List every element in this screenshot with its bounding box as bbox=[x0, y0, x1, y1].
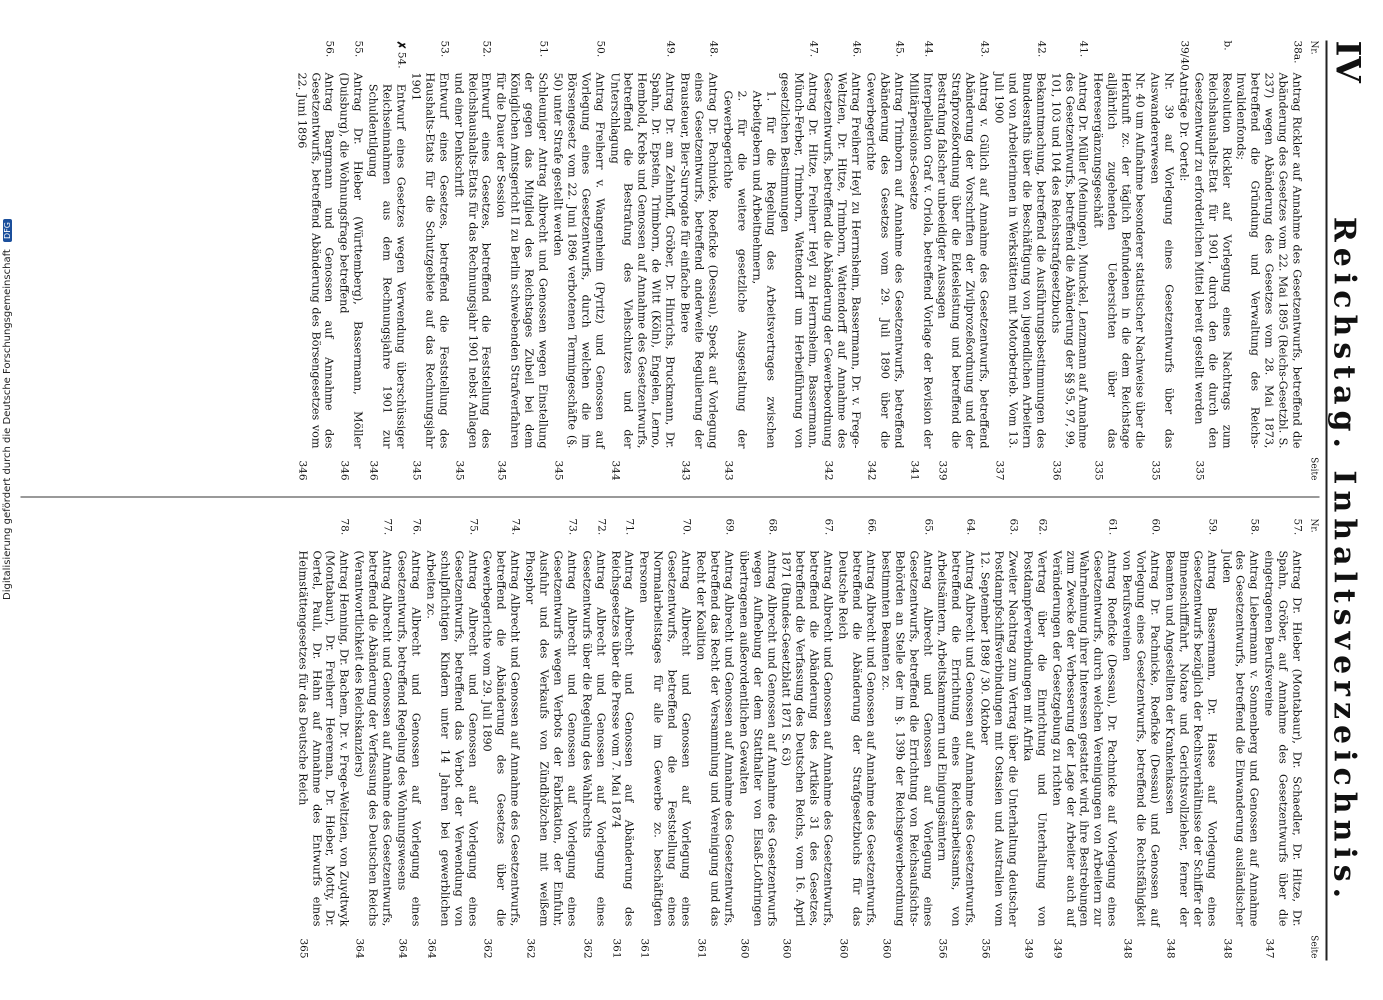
entry-number: 71. bbox=[623, 518, 636, 535]
page-number: IV bbox=[1327, 40, 1367, 83]
entry-text: Antrag Albrecht und Genossen auf Annahme des Gesetzentwurfs, betreffend die Abänderung des Gesetzes über die Gewerbegerichte vom 29. Juli 1890 bbox=[480, 550, 522, 926]
entry-number: 74. bbox=[509, 518, 522, 535]
toc-entry bbox=[1147, 40, 1175, 480]
right-column bbox=[294, 518, 1319, 958]
entry-text: Antrag Albrecht und Genossen auf Abänderung des Reichsgesetzes über die Presse vom 7. Mai 1874 bbox=[608, 550, 636, 926]
entry-page: 365 bbox=[296, 937, 309, 958]
toc-entry bbox=[408, 40, 450, 480]
entry-text: Antrag Roeficke (Dessau), Dr. Pachnicke auf Vorlegung eines Gesetzentwurfs, durch welchen Vereinigungen von Arbeitern zur Wahrnehmung ihrer Interessen gestattet wird, ihre Bestrebungen zum Zwecke der Verbesserung der Lage der Arbeiter auch auf Veränderungen der Gesetzgebung zu richten bbox=[1049, 550, 1119, 926]
entry-page: 348 bbox=[1220, 937, 1233, 958]
entry-text: Antrag Dr. Hieber (Württemberg), Bassermann, Möller (Duisburg), die Wohnungsfrage betreffend bbox=[337, 72, 365, 448]
entry-text: Antrag v. Gülich auf Annahme des Gesetzentwurfs, betreffend Abänderung der Vorschriften der Zivilprozeßordnung und der Strafprozeßordnung über die Eidesleistung und betreffend die Bestrafung falscher unbeeidigter Aussagen bbox=[935, 72, 991, 448]
entry-page: 346 bbox=[367, 459, 380, 480]
toc-entry bbox=[1162, 518, 1218, 958]
entry-page: 343 bbox=[721, 459, 734, 480]
page-title: Reichstag. Inhaltsverzeichnis. bbox=[1326, 216, 1361, 904]
column-divider bbox=[20, 496, 1319, 497]
entry-text: Antrag Dr. Pachnicke, Roeficke (Dessau), Speck auf Vorlegung eines Gesetzentwurfs, betreffend anderweite Regulierung der Brausteuer, Bier-Surrogate für einfache Biere bbox=[678, 72, 719, 448]
entry-number: 72. bbox=[594, 518, 607, 535]
entry-page: 335 bbox=[1149, 459, 1162, 480]
entry-page: 349 bbox=[1050, 937, 1063, 958]
entry-text: Antrag Freiherr v. Wangenheim (Pyritz) und Genossen auf Vorlegung eines Gesetzentwurfs, durch welchen die im Börsengesetz vom 22. Juni 1896 verbotenen Termingeschäfte (§. 50) unter Strafe gestellt werden bbox=[550, 72, 606, 448]
toc-entry bbox=[351, 518, 393, 958]
toc-entry bbox=[550, 40, 606, 480]
entry-page: 337 bbox=[993, 459, 1006, 480]
entry-text: Entwurf eines Gesetzes, betreffend die Feststellung des Haushalts-Etats für die Schutzgebiete auf das Rechnungsjahr 1901 bbox=[408, 72, 450, 448]
entry-number: 39/40. bbox=[1177, 40, 1190, 74]
credit-text: Digitalisierung gefördert durch die Deutsche Forschungsgemeinschaft bbox=[2, 249, 13, 600]
entry-page: 360 bbox=[737, 937, 750, 958]
right-column-header bbox=[1305, 518, 1319, 958]
entry-page: 341 bbox=[907, 459, 920, 480]
entry-number: 45. bbox=[892, 40, 905, 57]
entry-page: 344 bbox=[608, 459, 621, 480]
entry-number: 61. bbox=[1106, 518, 1119, 535]
toc-entry bbox=[480, 518, 522, 958]
entry-page: 349 bbox=[1021, 937, 1034, 958]
digitization-credit bbox=[2, 210, 20, 600]
entry-number: 38a. bbox=[1291, 40, 1304, 63]
entry-text: Zweiter Nachtrag zum Vertrag über die Unterhaltung deutscher Postdampfschiffsverbindungen mit Ostasien und Australien vom 12. September 1898 / 30. Oktober bbox=[978, 550, 1019, 926]
entry-text: Antrag Bassermann, Dr. Hasse auf Vorlegung eines Gesetzentwurfs bezüglich der Rechtsverhältnisse der Schiffer der Binnenschifffahrt, Notare und Gerichtsvollzieher, ferner der Beamten und Angestellten der Krankenkassen bbox=[1162, 550, 1218, 926]
entry-number: 59. bbox=[1205, 518, 1218, 535]
toc-entry bbox=[607, 40, 677, 480]
toc-entry bbox=[1191, 40, 1233, 480]
entry-text: Antrag Albrecht und Genossen auf Vorlegung eines Gesetzentwurfs über die Regelung des Wahlrechts bbox=[579, 550, 607, 926]
entry-page: 335 bbox=[1092, 459, 1105, 480]
entry-page: 364 bbox=[353, 937, 366, 958]
entry-page: 343 bbox=[679, 459, 692, 480]
toc-entry bbox=[423, 518, 479, 958]
toc-entry bbox=[878, 518, 934, 958]
entry-page: 360 bbox=[837, 937, 850, 958]
entry-page: 361 bbox=[695, 937, 708, 958]
entry-text: 1. für die Regelung des Arbeitsvertrages zwischen Arbeitgebern und Arbeitnehmern, bbox=[749, 90, 777, 448]
entry-number: 78. bbox=[338, 518, 351, 535]
right-entry-list bbox=[295, 518, 1303, 958]
entry-number: 50. bbox=[593, 40, 606, 57]
page-header bbox=[1325, 40, 1367, 960]
toc-entry bbox=[778, 40, 820, 480]
toc-entry bbox=[677, 40, 719, 480]
toc-entry bbox=[749, 40, 777, 480]
toc-entry bbox=[1234, 40, 1304, 480]
entry-text: Antrag Albrecht und Genossen auf Vorlegung eines Gesetzentwurfs, betreffend die Feststellung eines Normalarbeitstages für alle im Gewerbe zc. beschäftigten Personen bbox=[637, 550, 693, 926]
toc-entry bbox=[820, 40, 862, 480]
right-page-heading: Seite bbox=[1308, 934, 1318, 958]
entry-number: 55. bbox=[352, 40, 365, 57]
entry-number: 51. bbox=[537, 40, 550, 57]
entry-number: 58. bbox=[1248, 518, 1261, 535]
entry-page: 345 bbox=[495, 459, 508, 480]
entry-page: 364 bbox=[396, 937, 408, 958]
entry-number: 62. bbox=[1035, 518, 1048, 535]
entry-number: 60. bbox=[1149, 518, 1162, 535]
dfg-logo: DFG bbox=[3, 219, 12, 242]
entry-number: 76. bbox=[409, 518, 422, 535]
entry-number: 64. bbox=[964, 518, 977, 535]
entry-text: Nr. 39 auf Vorlegung eines Gesetzentwurfs über das Auswandererwesen bbox=[1148, 72, 1175, 448]
entry-text: Antrag Liebermann v. Sonnenberg und Genossen auf Annahme des Gesetzentwurfs, betreffend die Einwanderung ausländischer Juden bbox=[1219, 550, 1261, 926]
toc-entry bbox=[835, 518, 877, 958]
entry-text: Entwurf eines Gesetzes wegen Verwendung überschüssiger Reichseinnahmen aus dem Rechnungsjahre 1901 zur Schuldentilgung bbox=[366, 83, 407, 448]
left-column bbox=[293, 40, 1319, 480]
toc-entry bbox=[637, 518, 693, 958]
toc-entry bbox=[451, 40, 493, 480]
entry-text: Schleuniger Antrag Albrecht und Genossen wegen Einstellung der gegen das Mitglied des Reichstages Zubeil bei dem Königlichen Amtsgericht II zu Berlin schwebenden Strafverfahren für die Dauer der Session bbox=[494, 72, 550, 448]
entry-number: 41. bbox=[1077, 40, 1090, 57]
entry-number: 54. bbox=[395, 51, 407, 69]
entry-number: 67. bbox=[822, 518, 835, 535]
entry-text: Antrag Albrecht und Genossen auf Vorlegung eines Gesetzentwurfs, betreffend Regelung des Wohnungswesens bbox=[395, 550, 422, 926]
entry-text: Antrag Dr. Müller (Meiningen), Munckel, Lenzmann auf Annahme des Gesetzentwurfs, betreffend die Abänderung der §§ 95, 97, 99, 101, 103 und 104 des Reichsstrafgesetzbuchs bbox=[1048, 72, 1090, 448]
entry-text: Antrag Rickler auf Annahme des Gesetzentwurfs, betreffend die Abänderung des Gesetzes vom 22. Mai 1895 (Reichs-Gesetzbl. S. 237) wegen Abänderung des Gesetzes vom 28. Mai 1873, betreffend die Gründung und Verwaltung des Reichs-Invalidenfonds; bbox=[1234, 72, 1304, 448]
toc-entry bbox=[336, 40, 364, 480]
entry-page: 346 bbox=[295, 459, 308, 480]
entry-text: 2. für die weitere gesetzliche Ausgestaltung der Gewerbegerichte bbox=[720, 90, 748, 448]
entry-text: Antrag Albrecht und Genossen auf Annahme des Gesetzentwurfs, betreffend die Abänderung der Strafgesetzbuchs für das Deutsche Reich bbox=[836, 550, 877, 926]
entry-text: Anträge Dr. Oertel: bbox=[1176, 72, 1190, 181]
toc-entry bbox=[294, 40, 336, 480]
entry-page: 335 bbox=[1192, 459, 1205, 480]
entry-text: Antrag Dr. Pachnicke, Roeficke (Dessau) und Genossen auf Vorlegung eines Gesetzentwurfs, betreffend die Rechtsfähigkeit von Berufsvereinen bbox=[1120, 550, 1162, 926]
toc-entry bbox=[493, 40, 549, 480]
entry-text: Interpellation Graf v. Oriola, betreffend Vorlage der Revision der Militärpensions-Gesetze bbox=[906, 72, 934, 448]
entry-number: 47. bbox=[807, 40, 820, 57]
entry-number: b. bbox=[1220, 40, 1233, 51]
entry-number: 46. bbox=[850, 40, 862, 57]
entry-number: 70. bbox=[680, 518, 693, 535]
toc-entry bbox=[977, 518, 1019, 958]
entry-page: 336 bbox=[1049, 459, 1062, 480]
entry-number: 68. bbox=[765, 518, 778, 535]
entry-number: 57. bbox=[1291, 518, 1304, 535]
entry-page: 339 bbox=[936, 459, 949, 480]
entry-text: Antrag Dr. am Zehnhoff, Gröber, Dr. Hinrichs, Bruckmann, Dr. Spahn, Dr. Epstein, Trimborn, de Witt (Köln), Engelen, Lerno, Hembold, Krebs und Genossen auf Annahme des Gesetzentwurfs, betreffend die Bestrafung des Viehschutzes und der Unterschlagung bbox=[607, 72, 677, 448]
entry-number: 48. bbox=[706, 40, 719, 57]
entry-number: 75. bbox=[466, 518, 479, 535]
toc-entry bbox=[579, 518, 607, 958]
entry-text: Antrag Albrecht und Genossen auf Annahme des Gesetzentwurfs wegen Aufhebung der dem Statthalter von Elsaß-Lothringen übertragenen außerordentlichen Gewalten bbox=[736, 550, 778, 926]
entry-page: 362 bbox=[524, 937, 537, 958]
entry-page: 345 bbox=[409, 459, 422, 480]
entry-number: 77. bbox=[381, 518, 394, 535]
entry-text: Antrag Albrecht und Genossen auf Annahme des Gesetzentwurfs, betreffend das Recht der Versammlung und Vereinigung und das Recht der Koalition bbox=[694, 550, 735, 926]
entry-number: 65. bbox=[921, 518, 934, 535]
entry-text: Antrag Dr. Hitze, Freiherr Heyl zu Herrnsheim, Bassermann, Münch-Ferber, Trimborn, Wattendorff um Herbeiführung von gesetzlichen Bestimmungen bbox=[778, 72, 820, 448]
entry-number: 66. bbox=[864, 518, 877, 535]
entry-page: 348 bbox=[1163, 937, 1176, 958]
toc-entry bbox=[1020, 518, 1048, 958]
entry-text: Antrag Albrecht und Genossen auf Annahme des Gesetzentwurfs, betreffend die Abänderung des Artikels 31 des Gesetzes, betreffend die Verfassung des Deutschen Reichs, vom 16. April 1871 (Bundes-Gesetzblatt 1871 S. 63) bbox=[779, 550, 835, 926]
toc-entry bbox=[720, 40, 748, 480]
entry-number: 63. bbox=[1006, 518, 1019, 535]
toc-entry bbox=[1176, 40, 1190, 480]
entry-page: 342 bbox=[822, 459, 835, 480]
entry-text: Antrag Albrecht und Genossen auf Vorlegung eines Gesetzentwurfs, betreffend das Verbot der Verwendung von schulpflichtigen Kindern unter 14 Jahren bei gewerblichen Arbeiten zc. bbox=[423, 550, 479, 926]
entry-text: Antrag Freiherr Heyl zu Herrnsheim, Bassermann, Dr. v. Frege-Weltzien, Dr. Hitze, Trimborn, Wattendorff auf Annahme des Gesetzentwurfs, betreffend die Abänderung der Gewerbeordnung bbox=[821, 72, 862, 448]
toc-entry bbox=[522, 518, 578, 958]
entry-page: 362 bbox=[580, 937, 593, 958]
toc-entry bbox=[935, 518, 977, 958]
entry-page: 356 bbox=[936, 937, 949, 958]
entry-text: Antrag Henning, Dr. Bachem, Dr. v. Frege-Weltzien, von Zuydtwyk (Montabaur), Dr. Freiherr Heereman, Dr. Hieber, Motty, Dr. Oertel, Pauli, Dr. Hahn auf Annahme des Entwurfs eines Heimstättengesetzes für das Deutsche Reich bbox=[295, 550, 351, 926]
entry-page: 364 bbox=[424, 937, 437, 958]
toc-entry bbox=[1048, 40, 1090, 480]
entry-page: 342 bbox=[864, 459, 877, 480]
toc-entry bbox=[1091, 40, 1147, 480]
entry-number: 52. bbox=[480, 40, 493, 57]
entry-number: 73. bbox=[565, 518, 578, 535]
entry-text: Antrag Albrecht und Genossen auf Vorlegung eines Gesetzentwurfs wegen Verbots der Fabrikation, der Einfuhr, Ausfuhr und des Verkaufs von Zündhölzchen mit weißem Phosphor bbox=[523, 550, 578, 926]
entry-text: Resolution Rickler auf Vorlegung eines Nachtrags zum Reichshaushalts-Etat für 1901, durch den die durch den Gesetzentwurf zu erforderlichen Mittel bereit gestellt werden bbox=[1191, 72, 1233, 448]
left-page-heading: Seite bbox=[1308, 456, 1318, 480]
entry-number: 53. bbox=[437, 40, 450, 57]
entry-page: 361 bbox=[638, 937, 651, 958]
toc-entry bbox=[394, 518, 422, 958]
toc-entry bbox=[736, 518, 778, 958]
entry-page: 362 bbox=[481, 937, 494, 958]
left-entry-list bbox=[294, 40, 1303, 480]
toc-entry bbox=[935, 40, 991, 480]
entry-page: 346 bbox=[338, 459, 351, 480]
entry-text: Antrag Albrecht und Genossen auf Annahme des Gesetzentwurfs, betreffend die Abänderung der Verfassung des Deutschen Reichs (Verantwortlichkeit des Reichskanzlers) bbox=[352, 550, 394, 926]
entry-text: Bekanntmachung, betreffend die Ausführungsbestimmungen des Bundesraths über die Beschäftigung von jugendlichen Arbeitern und von Arbeiterinnen in Werkstätten mit Motorbetrieb. Vom 13. Juli 1900 bbox=[992, 72, 1047, 448]
entry-page: 345 bbox=[452, 459, 465, 480]
entry-text: Antrag Albrecht und Genossen auf Vorlegung eines Gesetzentwurfs, betreffend die Errichtung von Reichsaufsichts-Behörden an Stelle der im §. 139b der Reichsgewerbeordnung bestimmten Beamten zc. bbox=[878, 550, 934, 926]
entry-page: 356 bbox=[979, 937, 992, 958]
entry-page: 361 bbox=[609, 937, 622, 958]
left-column-header bbox=[1305, 40, 1319, 480]
entry-text: Antrag Trimborn auf Annahme des Gesetzentwurfs, betreffend Abänderung des Gesetzes vom 29. Juli 1890 über die Gewerbegerichte bbox=[863, 72, 905, 448]
margin-mark: ✗ bbox=[394, 40, 408, 50]
toc-entry bbox=[863, 40, 905, 480]
toc-entry bbox=[608, 518, 636, 958]
toc-entry bbox=[365, 40, 407, 480]
left-number-heading: Nr. bbox=[1308, 40, 1318, 55]
entry-page: 360 bbox=[780, 937, 793, 958]
toc-entry bbox=[1261, 518, 1303, 958]
entry-number: 44. bbox=[921, 40, 934, 57]
entry-page: 348 bbox=[1121, 937, 1134, 958]
toc-entry bbox=[1219, 518, 1261, 958]
toc-entry bbox=[991, 40, 1047, 480]
toc-entry bbox=[295, 518, 351, 958]
entry-text: Antrag Bargmann und Genossen auf Annahme des Gesetzentwurfs, betreffend Abänderung des Börsengesetzes vom 22. Juni 1896 bbox=[294, 72, 336, 448]
entry-text: Vertrag über die Einrichtung und Unterhaltung von Postdampferverbindungen mit Afrika bbox=[1020, 550, 1048, 926]
entry-page: 360 bbox=[879, 937, 892, 958]
entry-page: 345 bbox=[551, 459, 564, 480]
entry-text: Entwurf eines Gesetzes, betreffend die Feststellung des Reichshaushalts-Etats für das Rechnungsjahr 1901 nebst Anlagen und einer Denkschrift bbox=[451, 72, 493, 448]
right-number-heading: Nr. bbox=[1308, 518, 1318, 533]
entry-number: 49. bbox=[664, 40, 677, 57]
toc-entry bbox=[1119, 518, 1161, 958]
entry-number: 43. bbox=[978, 40, 991, 57]
toc-entry bbox=[693, 518, 735, 958]
entry-number: 56. bbox=[323, 40, 336, 57]
toc-entry bbox=[1049, 518, 1119, 958]
toc-entry bbox=[779, 518, 835, 958]
entry-number: 69. bbox=[722, 518, 735, 535]
toc-entry bbox=[906, 40, 934, 480]
entry-page: 347 bbox=[1263, 937, 1276, 958]
entry-text: Nr. 40 um Aufnahme besonderer statistischer Nachweise über die Herkunft zc. der täglich Befundenen in die dem Reichstage alljährlich zugehenden Uebersichten über das Heeresergänzungsgeschäft bbox=[1091, 72, 1147, 448]
entry-text: Antrag Dr. Hieber (Montabaur), Dr. Schaedler, Dr. Hitze, Dr. Spahn, Gröber, auf Annahme des Gesetzentwurfs über die eingetragenen Berufsvereine bbox=[1262, 550, 1304, 926]
entry-number: 42. bbox=[1034, 40, 1047, 57]
entry-text: Antrag Albrecht und Genossen auf Annahme des Gesetzentwurfs, betreffend die Errichtung eines Reichsarbeitsamts, von Arbeitsämtern, Arbeitskammern und Einigungsämtern bbox=[935, 550, 977, 926]
